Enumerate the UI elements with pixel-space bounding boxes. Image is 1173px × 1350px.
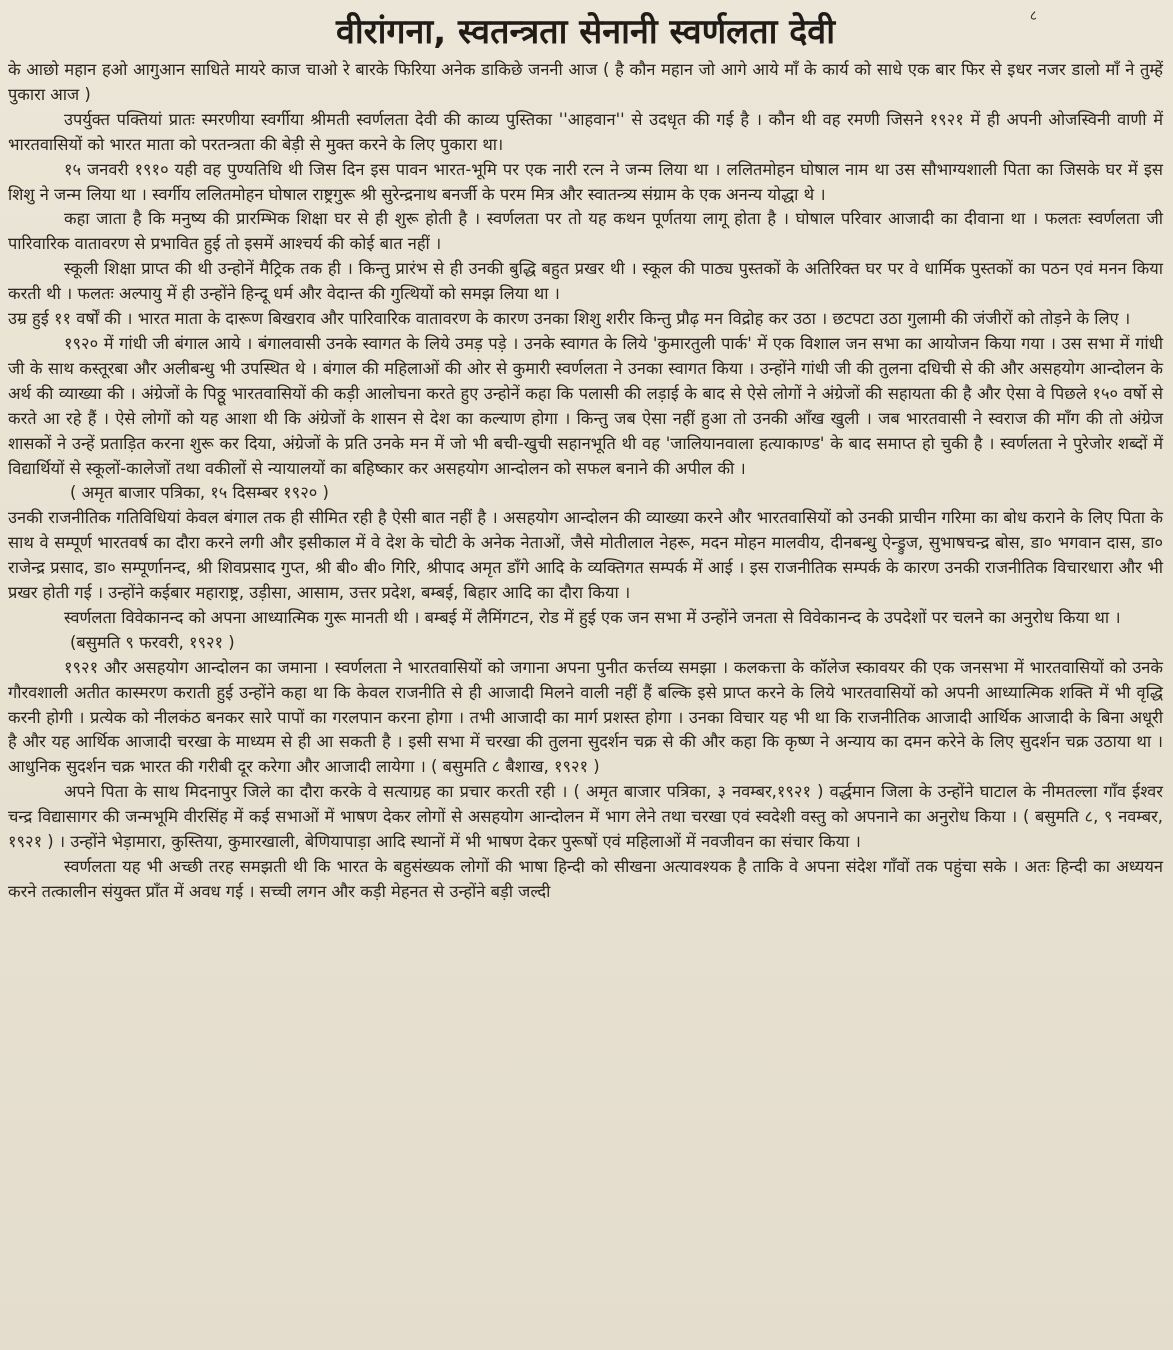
citation: (बसुमति ९ फरवरी, १९२१ ) bbox=[70, 632, 235, 652]
paragraph: स्वर्णलता विवेकानन्द को अपना आध्यात्मिक गुरू मानती थी । बम्बई में लैमिंगटन, रोड में हुई एक जन सभा में उन्होंने जनता से विवेकानन्द के उपदेशों पर चलने का अनुरोध किया था । bbox=[64, 607, 1121, 627]
page-title: वीरांगना, स्वतन्त्रता सेनानी स्वर्णलता देवी bbox=[335, 12, 836, 52]
citation: ( अमृत बाजार पत्रिका, १५ दिसम्बर १९२० ) bbox=[70, 483, 329, 503]
paragraph: १५ जनवरी १९१० यही वह पुण्यतिथि थी जिस दिन इस पावन भारत-भूमि पर एक नारी रत्न ने जन्म लिया था । ललितमोहन घोषाल नाम था उस सौभाग्यशाली पिता का जिसके घर में इस शिशु ने जन्म लिया था । स्वर्गीय ललितमोहन घोषाल राष्ट्रगुरू श्री सुरेन्द्रनाथ बनर्जी के परम मित्र और स्वातन्त्र्य संग्राम के एक अनन्य योद्धा थे । bbox=[8, 159, 1163, 204]
paragraph: १९२१ और असहयोग आन्दोलन का जमाना । स्वर्णलता ने भारतवासियों को जगाना अपना पुनीत कर्त्तव्य समझा । कलकत्ता के कॉलेज स्कावयर की एक जनसभा में भारतवासियों को उनके गौरवशाली अतीत कास्मरण कराती हुई उन्होंने कहा था कि केवल राजनीति से ही आजादी मिलने वाली नहीं हैं बल्कि इसे प्राप्त करने के लिये भारतवासियों को अपनी आध्यात्मिक शक्ति में भी वृद्धि करनी होगी । प्रत्येक को नीलकंठ बनकर सारे पापों का गरलपान करना होगा । तभी आजादी का मार्ग प्रशस्त होगा । उनका विचार यह भी था कि राजनीतिक आजादी आर्थिक आजादी के बिना अधूरी है और यह आर्थिक आजादी चरखा के माध्यम से ही आ सकती है । इसी सभा में चरखा की तुलना सुदर्शन चक्र से की और कहा कि कृष्ण ने अन्याय का दमन करेने के लिए सुदर्शन चक्र उठाया था । आधुनिक सुदर्शन चक्र भारत की गरीबी दूर करेगा और आजादी लायेगा । ( बसुमति ८ बैशाख, १९२१ ) bbox=[8, 657, 1164, 777]
paragraph: उपर्युक्त पक्तियां प्रातः स्मरणीया स्वर्गीया श्रीमती स्वर्णलता देवी की काव्य पुस्तिका ''आहवान'' से उदधृत की गई है । कौन थी वह रमणी जिसने १९२१ में ही अपनी ओजस्विनी वाणी में भारतवासियों को भारत माता को परतन्त्रता की बेड़ी से मुक्त करने के लिए पुकारा था। bbox=[8, 109, 1163, 154]
paragraph: स्कूली शिक्षा प्राप्त की थी उन्होनें मैट्रिक तक ही । किन्तु प्रारंभ से ही उनकी बुद्धि बहुत प्रखर थी । स्कूल की पाठ्य पुस्तकों के अतिरिक्त घर पर वे धार्मिक पुस्तकों का पठन एवं मनन किया करती थी । फलतः अल्पायु में ही उन्होंने हिन्दू धर्म और वेदान्त की गुत्थियों को समझ लिया था । bbox=[8, 259, 1163, 304]
paragraph: स्वर्णलता यह भी अच्छी तरह समझती थी कि भारत के बहुसंख्यक लोगों की भाषा हिन्दी को सीखना अत्यावश्यक है ताकि वे अपना संदेश गाँवों तक पहुंचा सके । अतः हिन्दी का अध्ययन करने तत्कालीन संयुक्त प्राँत में अवध गई । सच्ची लगन और कड़ी मेहनत से उन्होंने बड़ी जल्दी bbox=[8, 857, 1164, 901]
paragraph: उम्र हुई ११ वर्षों की । भारत माता के दारूण बिखराव और पारिवारिक वातावरण के कारण उनका शिशु शरीर किन्तु प्रौढ़ मन विद्रोह कर उठा । छटपटा उठा गुलामी की जंजीरों को तोड़ने के लिए । bbox=[8, 309, 1131, 329]
paragraph: १९२० में गांधी जी बंगाल आये । बंगालवासी उनके स्वागत के लिये उमड़ पड़े । उनके स्वागत के लिये 'कुमारतुली पार्क' में एक विशाल जन सभा का आयोजन किया गया । उस सभा में गांधी जी के साथ कस्तूरबा और अलीबन्धु भी उपस्थित थे । बंगाल की महिलाओं की ओर से कुमारी स्वर्णलता ने उनका स्वागत किया । उन्होंने गांधी जी की तुलना दधिची से की और असहयोग आन्दोलन के अर्थ की व्याख्या की । अंग्रेजों के पिठ्ठू भारतवासियों की कड़ी आलोचना करते हुए उन्होनें कहा कि पलासी की लड़ाई के बाद से ऐसे लोगों ने अंग्रेजों की सहायता की है और ऐसा वे पिछले १५० वर्षो से करते आ रहे हैं । ऐसे लोगों को यह आशा थी कि अंग्रेजों के शासन से देश का कल्याण होगा । किन्तु जब ऐसा नहीं हुआ तो उनकी आँख खुली । जब भारतवासी ने स्वराज की माँग की तो अंग्रेज शासकों ने उन्हें प्रताड़ित करना शुरू कर दिया, अंग्रेजों के प्रति उनके मन में जो भी बची-खुची सहानभूति थी वह 'जालियानवाला हत्याकाण्ड' के बाद समाप्त हो चुकी है । स्वर्णलता ने पुरेजोर शब्दों में विद्यार्थियों से स्कूलों-कालेजों तथा वकीलों से न्यायालयों का बहिष्कार कर असहयोग आन्दोलन को सफल बनाने की अपील की । bbox=[8, 333, 1163, 478]
paragraph: उनकी राजनीतिक गतिविधियां केवल बंगाल तक ही सीमित रही है ऐसी बात नहीं है । असहयोग आन्दोलन की व्याख्या करने और भारतवासियों को उनकी प्राचीन गरिमा का बोध कराने के लिए पिता के साथ वे सम्पूर्ण भारतवर्ष का दौरा करने लगी और इसीकाल में वे देश के चोटी के अनेक नेताओं, जैसे मोतीलाल नेहरू, मदन मोहन मालवीय, दीनबन्धु ऐन्ड्रुज, सुभाषचन्द्र बोस, डा० भगवान दास, डा० राजेन्द्र प्रसाद, डा० सम्पूर्णानन्द, श्री शिवप्रसाद गुप्त, श्री बी० बी० गिरि, श्रीपाद अमृत डाँगे आदि के व्यक्तिगत सम्पर्क में आई । इस राजनीतिक सम्पर्क के कारण उनकी राजनीतिक विचारधारा और भी प्रखर होती गई । उन्होंने कईबार महाराष्ट्र, उड़ीसा, आसाम, उत्तर प्रदेश, बम्बई, बिहार आदि का दौरा किया । bbox=[8, 508, 1163, 603]
paragraph: अपने पिता के साथ मिदनापुर जिले का दौरा करके वे सत्याग्रह का प्रचार करती रही । ( अमृत बाजार पत्रिका, ३ नवम्बर,१९२१ ) वर्द्धमान जिला के उन्होंने घाटाल के नीमतल्ला गाँव ईश्वर चन्द्र विद्यासागर की जन्मभूमि वीरसिंह में कई सभाओं में भाषण देकर लोगों से असहयोग आन्दोलन में भाग लेने तथा चरखा एवं स्वदेशी वस्तु को अपनाने का अनुरोध किया । ( बसुमति ८, ९ नवम्बर, १९२१ ) । उन्होंने भेड़ामारा, कुस्तिया, कुमारखाली, बेणियापाड़ा आदि स्थानों में भी भाषण देकर पुरूषों एवं महिलाओं में नवजीवन का संचार किया । bbox=[8, 782, 1163, 852]
article-body bbox=[8, 58, 1163, 905]
paragraph: कहा जाता है कि मनुष्य की प्रारम्भिक शिक्षा घर से ही शुरू होती है । स्वर्णलता पर तो यह कथन पूर्णतया लागू होता है । घोषाल परिवार आजादी का दीवाना था । फलतः स्वर्णलता जी पारिवारिक वातावरण से प्रभावित हुई तो इसमें आश्चर्य की कोई बात नहीं । bbox=[8, 209, 1163, 254]
margin-mark: ८ bbox=[1029, 8, 1037, 24]
intro-verse: के आछो महान हओ आगुआन साधिते मायरे काज चाओ रे बारके फिरिया अनेक डाकिछे जननी आज ( है कौन महान जो आगे आये माँ के कार्य को साधे एक बार फिर से इधर नजर डालो माँ ने तुम्हें पुकारा आज ) bbox=[8, 60, 1163, 104]
